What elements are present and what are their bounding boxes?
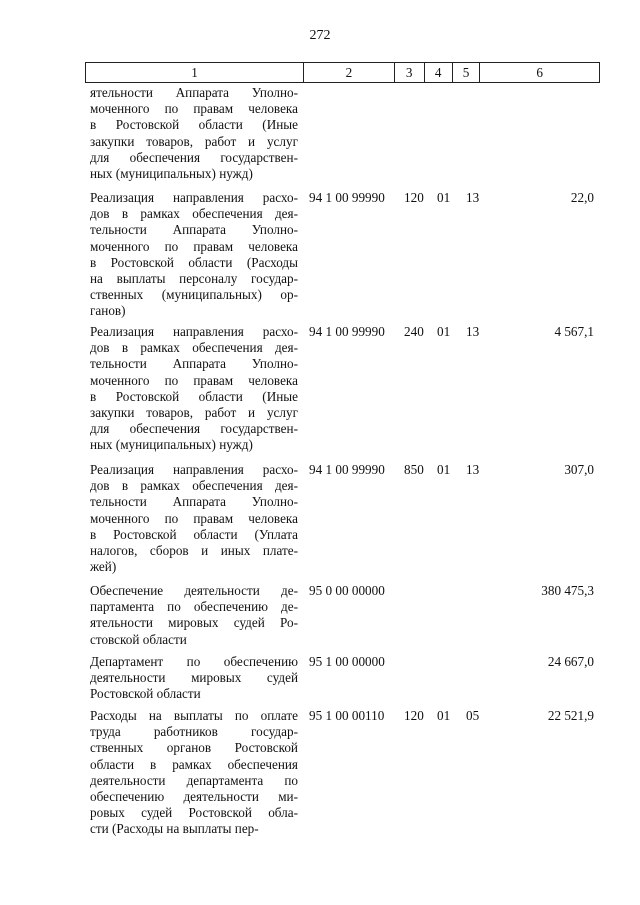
description-line: деятельности департамента по — [90, 772, 298, 788]
description-line: Департамент по обеспечению — [90, 654, 298, 669]
cell-subsection: 05 — [466, 708, 480, 723]
cell-target-code: 94 1 00 99990 — [309, 324, 385, 339]
row-description — [90, 324, 298, 454]
cell-expense-type: 120 — [404, 190, 424, 205]
cell-expense-type: 120 — [404, 708, 424, 723]
header-col-2: 2 — [304, 63, 395, 82]
row-description — [90, 583, 298, 648]
description-line: Ростовской области — [90, 686, 201, 702]
description-line: труда работников государ- — [90, 724, 298, 740]
description-line: моченного по правам человека — [90, 101, 298, 117]
description-line: ных (муниципальных) нужд) — [90, 437, 253, 453]
cell-section: 01 — [437, 190, 451, 205]
cell-subsection: 13 — [466, 324, 480, 339]
cell-section: 01 — [437, 324, 451, 339]
description-line: партамента по обеспечению де- — [90, 599, 298, 615]
cell-section: 01 — [437, 462, 451, 477]
description-line: дов в рамках обеспечения дея- — [90, 340, 298, 356]
description-line: жей) — [90, 559, 117, 575]
description-line: моченного по правам человека — [90, 238, 298, 254]
description-line: Реализация направления расхо- — [90, 462, 298, 477]
row-description — [90, 654, 298, 703]
cell-target-code: 95 1 00 00110 — [309, 708, 385, 723]
description-line: Расходы на выплаты по оплате — [90, 708, 298, 723]
description-line: сти (Расходы на выплаты пер- — [90, 821, 259, 837]
description-line: ственных органов Ростовской — [90, 740, 298, 756]
cell-subsection: 13 — [466, 462, 480, 477]
header-col-6: 6 — [536, 65, 544, 80]
description-line: Обеспечение деятельности де- — [90, 583, 298, 598]
cell-amount: 380 475,3 — [541, 583, 594, 598]
cell-target-code: 94 1 00 99990 — [309, 190, 385, 205]
description-line: ственных (муниципальных) ор- — [90, 287, 298, 303]
description-line: закупки товаров, работ и услуг — [90, 405, 298, 421]
description-line: деятельности мировых судей — [90, 670, 298, 686]
row-description — [90, 708, 298, 838]
description-line: дов в рамках обеспечения дея- — [90, 478, 298, 494]
description-line: тельности Аппарата Уполно- — [90, 222, 298, 238]
cell-target-code: 95 0 00 00000 — [309, 583, 385, 598]
header-col-1: 1 — [86, 63, 304, 82]
description-line: области в рамках обеспечения — [90, 756, 298, 772]
description-line: моченного по правам человека — [90, 510, 298, 526]
description-line: тельности Аппарата Уполно- — [90, 356, 298, 372]
description-line: для обеспечения государствен- — [90, 149, 298, 165]
header-col-3: 3 — [395, 63, 425, 82]
description-line: ных (муниципальных) нужд) — [90, 166, 253, 182]
table-header — [85, 62, 600, 83]
description-line: в Ростовской области (Уплата — [90, 526, 298, 542]
cell-amount: 24 667,0 — [547, 654, 594, 669]
row-description — [90, 462, 298, 575]
row-description — [90, 190, 298, 320]
cell-amount: 4 567,1 — [554, 324, 594, 339]
description-line: в Ростовской области (Иные — [90, 117, 298, 133]
cell-amount: 307,0 — [564, 462, 594, 477]
description-line: ятельности мировых судей Ро- — [90, 615, 298, 631]
cell-amount: 22 521,9 — [547, 708, 594, 723]
description-line: моченного по правам человека — [90, 372, 298, 388]
cell-expense-type: 240 — [404, 324, 424, 339]
cell-section: 01 — [437, 708, 451, 723]
description-line: дов в рамках обеспечения дея- — [90, 206, 298, 222]
cell-amount: 22,0 — [570, 190, 594, 205]
description-line: ровых судей Ростовской обла- — [90, 805, 298, 821]
description-line: обеспечению деятельности ми- — [90, 789, 298, 805]
description-line: ятельности Аппарата Уполно- — [90, 85, 298, 100]
description-line: закупки товаров, работ и услуг — [90, 133, 298, 149]
header-col-4: 4 — [425, 63, 453, 82]
row-description — [90, 85, 298, 182]
cell-expense-type: 850 — [404, 462, 424, 477]
description-line: на выплаты персоналу государ- — [90, 271, 298, 287]
description-line: ганов) — [90, 303, 126, 319]
description-line: Реализация направления расхо- — [90, 324, 298, 339]
cell-target-code: 95 1 00 00000 — [309, 654, 385, 669]
description-line: в Ростовской области (Иные — [90, 388, 298, 404]
cell-target-code: 94 1 00 99990 — [309, 462, 385, 477]
description-line: в Ростовской области (Расходы — [90, 254, 298, 270]
description-line: для обеспечения государствен- — [90, 421, 298, 437]
description-line: Реализация направления расхо- — [90, 190, 298, 205]
page-number: 272 — [309, 28, 331, 43]
cell-subsection: 13 — [466, 190, 480, 205]
description-line: тельности Аппарата Уполно- — [90, 494, 298, 510]
description-line: стовской области — [90, 631, 187, 647]
header-col-5: 5 — [453, 63, 481, 82]
description-line: налогов, сборов и иных плате- — [90, 543, 298, 559]
